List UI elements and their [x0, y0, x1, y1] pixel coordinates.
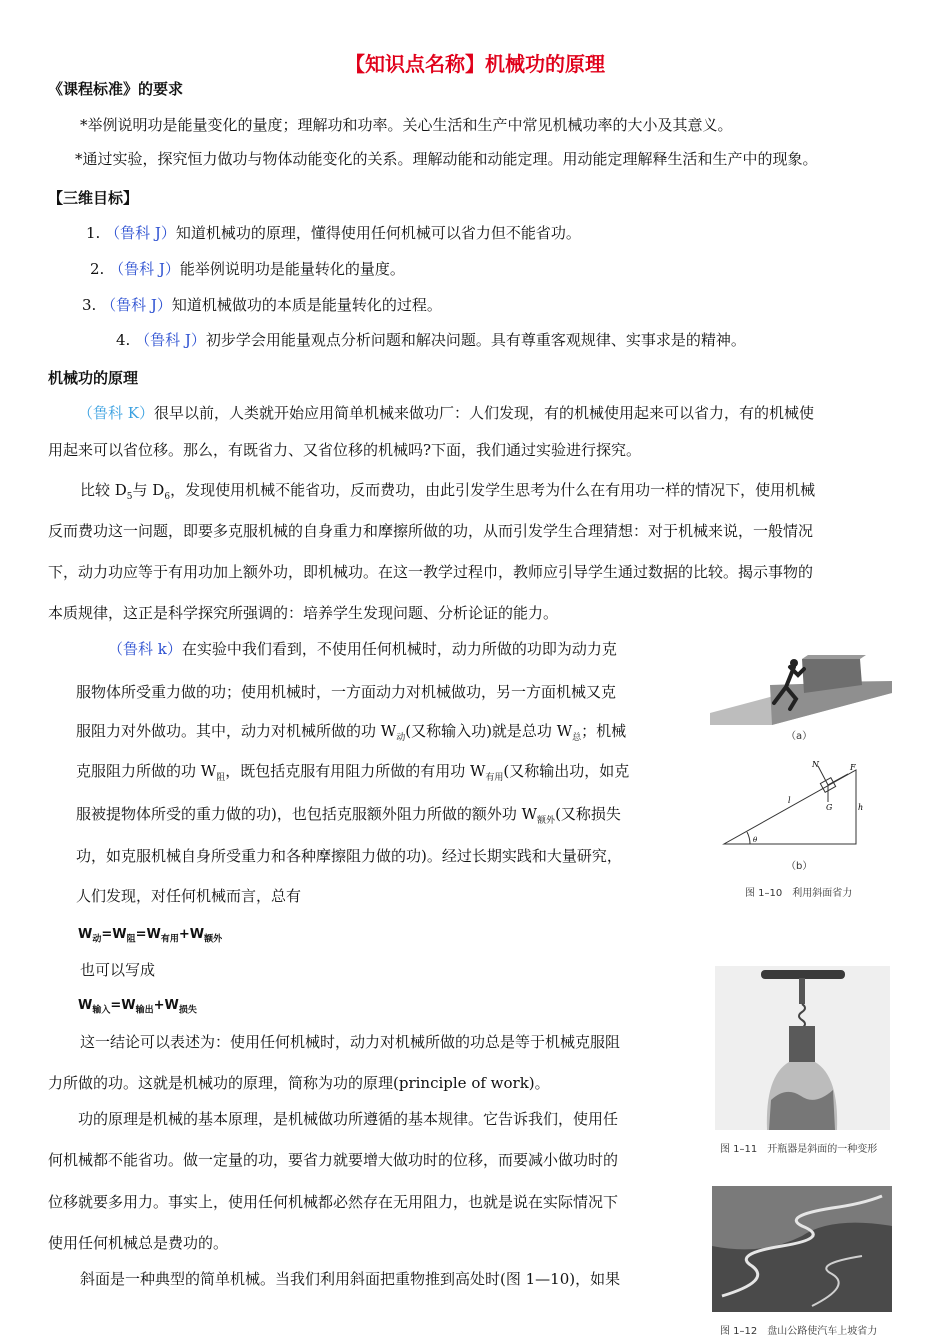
paragraph-3-line-2: 服物体所受重力做的功；使用机械时，一方面动力对机械做功，另一方面机械又克	[76, 683, 617, 701]
applied-force-arrow	[828, 774, 848, 785]
subscript: 6	[164, 492, 171, 502]
paragraph-3-line-1	[108, 639, 617, 659]
standard-item-1: *举例说明功是能量变化的量度；理解功和功率。关心生活和生产中常见机械功率的大小及其意义。	[80, 116, 733, 134]
goal-number: 4.	[116, 331, 131, 349]
label-theta: θ	[753, 836, 758, 844]
goal-tag: （鲁科 J）	[109, 260, 180, 278]
paragraph-text: 比较 D	[80, 481, 127, 499]
subscript: 动	[92, 934, 102, 945]
figure-incline-photo	[710, 655, 892, 725]
angle-arc	[747, 832, 750, 844]
label-h: h	[858, 803, 864, 812]
paragraph-3-line-5	[76, 804, 621, 831]
figure-1-10-caption: 图 1–10 利用斜面省力	[745, 888, 853, 899]
section-tag: （鲁科 K）	[78, 404, 154, 422]
paragraph-text: ，既包括克服有用阻力所做的有用功 W	[225, 762, 486, 780]
paragraph-2-line-2: 反而费功这一问题，即要多克服机械的自身重力和摩擦所做的功，从而引发学生合理猜想：对于机械来说，一般情况	[48, 522, 814, 540]
goal-text: 知道机械功的原理，懂得使用任何机械可以省力但不能省功。	[175, 224, 581, 242]
label-f: F	[850, 763, 856, 772]
paragraph-1-line-2: 用起来可以省位移。那么，有既省力、又省位移的机械吗?下面，我们通过实验进行探究。	[48, 441, 642, 459]
goal-item-1	[86, 223, 581, 243]
paragraph-3-line-3	[76, 721, 626, 748]
formula-part: +W	[153, 998, 179, 1013]
paragraph-1-line-1	[78, 403, 814, 423]
goal-text: 知道机械做功的本质是能量转化的过程。	[171, 296, 442, 314]
box-top	[802, 655, 866, 659]
label-n: N	[812, 760, 819, 769]
formula-2	[78, 996, 197, 1021]
goal-number: 3.	[82, 296, 97, 314]
paragraph-3-line-4	[76, 761, 629, 788]
figure-mountain-road-photo	[712, 1186, 892, 1312]
goal-text: 初步学会用能量观点分析问题和解决问题。具有尊重客观规律、实事求是的精神。	[205, 331, 746, 349]
paragraph-text: 服被提物体所受的重力做的功)，也包括克服额外阻力所做的额外功 W	[76, 805, 538, 823]
subscript: 动	[396, 733, 406, 743]
paragraph-2-line-1	[80, 480, 815, 507]
goal-tag: （鲁科 J）	[135, 331, 206, 349]
paragraph-text: 很早以前，人类就开始应用简单机械来做功厂：人们发现，有的机械使用起来可以省力，有的机械使	[153, 404, 814, 422]
formula-part: =W	[101, 927, 127, 942]
corkscrew-handle	[761, 970, 845, 979]
paragraph-text: 服阻力对外做功。其中，动力对机械所做的功 W	[76, 722, 397, 740]
goal-item-2	[90, 259, 405, 279]
paragraph-text: 与 D	[132, 481, 165, 499]
paragraph-text: (又称输出功，如克	[503, 762, 630, 780]
paragraph-text: (又称输入功)就是总功 W	[405, 722, 573, 740]
formula-part: W	[78, 998, 93, 1013]
figure-corkscrew-photo	[715, 966, 890, 1130]
paragraph-5-line-2: 何机械都不能省功。做一定量的功，要省力就要增大做功时的位移，而要减小做功时的	[48, 1151, 619, 1169]
paragraph-2-line-4: 本质规律，这正是科学探究所强调的：培养学生发现问题、分析论证的能力。	[48, 604, 559, 622]
standard-item-2: *通过实验，探究恒力做功与物体动能变化的关系。理解动能和动能定理。用动能定理解释生活和生产中的现象。	[75, 150, 818, 168]
label-l: l	[788, 796, 791, 805]
formula-part: W	[78, 927, 93, 942]
goal-number: 2.	[90, 260, 105, 278]
subscript: 阻	[126, 934, 136, 945]
subscript: 总	[572, 733, 582, 743]
paragraph-text: 克服阻力所做的功 W	[76, 762, 217, 780]
paragraph-3-line-7: 人们发现，对任何机械而言，总有	[76, 887, 302, 905]
paragraph-5-line-3: 位移就要多用力。事实上，使用任何机械都必然存在无用阻力，也就是说在实际情况下	[48, 1193, 619, 1211]
figure-a-label: （a）	[786, 731, 813, 742]
figure-force-diagram	[722, 758, 862, 848]
goal-item-3	[82, 295, 442, 315]
goal-tag: （鲁科 J）	[105, 224, 176, 242]
goal-item-4	[116, 330, 746, 350]
subscript: 阻	[216, 773, 226, 783]
paragraph-4-line-1: 这一结论可以表述为：使用任何机械时，动力对机械所做的功总是等于机械克服阻	[80, 1033, 621, 1051]
formula-part: +W	[178, 927, 205, 942]
paragraph-text: ；机械	[581, 722, 627, 740]
bottle-neck	[789, 1026, 815, 1062]
goal-tag: （鲁科 J）	[101, 296, 172, 314]
corkscrew-shaft	[799, 978, 805, 1004]
goal-text: 能举例说明功是能量转化的量度。	[179, 260, 405, 278]
paragraph-4-line-2: 力所做的功。这就是机械功的原理，简称为功的原理(principle of work)。	[48, 1074, 550, 1092]
subscript: 5	[126, 492, 133, 502]
page-title: 【知识点名称】机械功的原理	[345, 52, 605, 76]
paragraph-5-line-4: 使用任何机械总是费功的。	[48, 1234, 229, 1252]
subscript: 额外	[204, 934, 223, 945]
paragraph-text: 在实验中我们看到，不使用任何机械时，动力所做的功即为动力克	[181, 640, 617, 658]
subscript: 损失	[178, 1005, 197, 1016]
figure-1-11-caption: 图 1–11 开瓶器是斜面的一种变形	[720, 1144, 878, 1155]
triangle-incline	[724, 770, 856, 844]
section-tag: （鲁科 k）	[108, 640, 182, 658]
figure-1-12-caption: 图 1–12 盘山公路使汽车上坡省力	[720, 1326, 878, 1337]
subscript: 有用	[485, 773, 504, 783]
paragraph-5-line-1: 功的原理是机械的基本原理，是机械做功所遵循的基本规律。它告诉我们，使用任	[78, 1110, 619, 1128]
paragraph-text: ，发现使用机械不能省功，反而费功，由此引发学生思考为什么在有用功一样的情况下，使用机械	[170, 481, 816, 499]
subscript: 输出	[135, 1005, 154, 1016]
formula-part: =W	[110, 998, 136, 1013]
paragraph-6-line-1: 斜面是一种典型的简单机械。当我们利用斜面把重物推到高处时(图 1—10)，如果	[80, 1270, 621, 1288]
goal-number: 1.	[86, 224, 101, 242]
section-heading: 机械功的原理	[48, 369, 139, 387]
goals-heading: 【三维目标】	[48, 189, 139, 207]
label-g: G	[826, 803, 833, 812]
paragraph-3-line-6: 功，如克服机械自身所受重力和各种摩擦阻力做的功)。经过长期实践和大量研究，	[76, 847, 622, 865]
figure-b-label: （b）	[786, 861, 813, 872]
paragraph-text: (又称损失	[555, 805, 621, 823]
formula-part: =W	[135, 927, 161, 942]
paragraph-2-line-3: 下，动力功应等于有用功加上额外功，即机械功。在这一教学过程巾，教师应引导学生通过数据的比较。揭示事物的	[48, 563, 814, 581]
subscript: 输入	[92, 1005, 111, 1016]
formula-1	[78, 925, 222, 950]
standard-heading: 《课程标准》的要求	[48, 80, 184, 98]
also-written-as: 也可以写成	[80, 961, 156, 979]
subscript: 有用	[160, 934, 179, 945]
subscript: 额外	[537, 816, 556, 826]
